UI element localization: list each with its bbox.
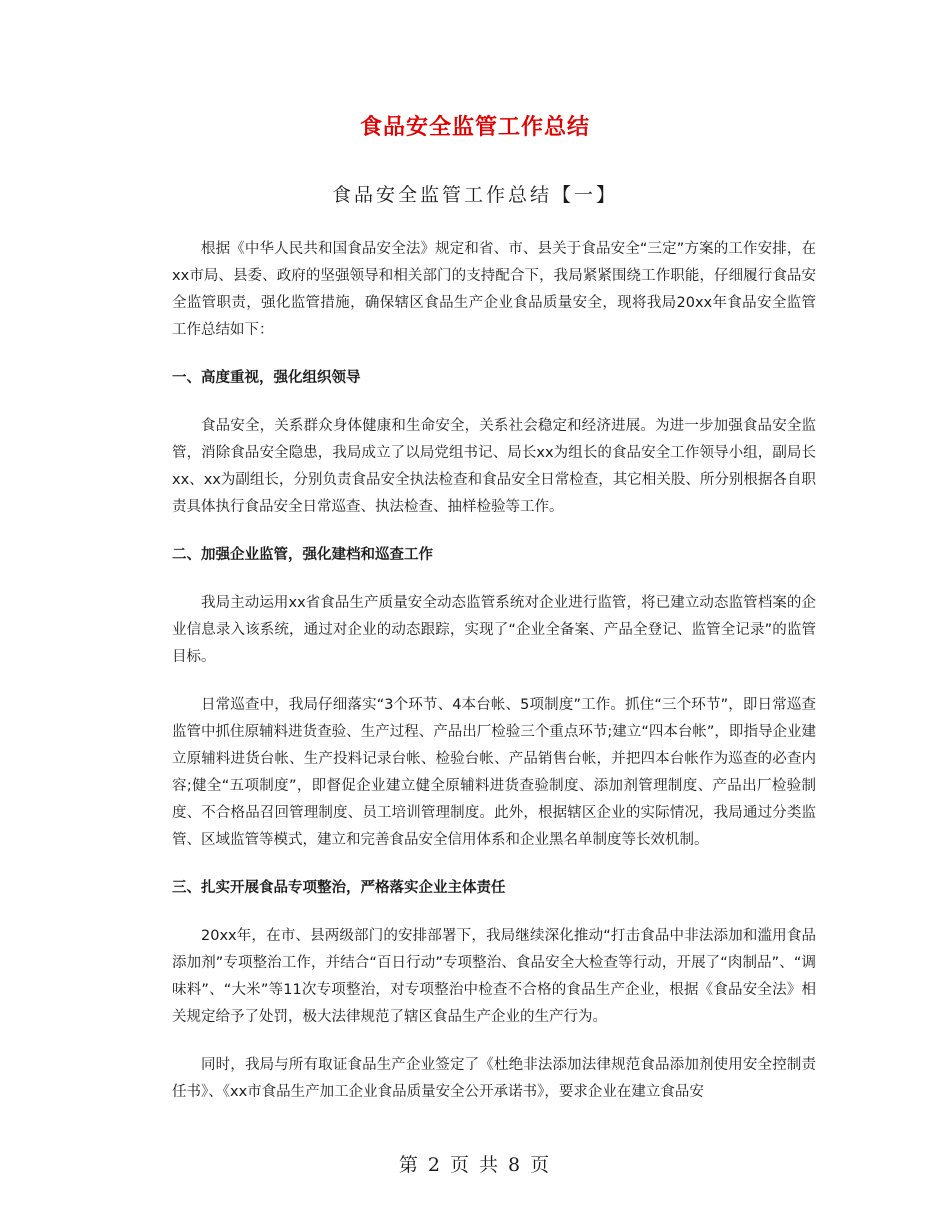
section-heading-2: 二、加强企业监管，强化建档和巡查工作 [172,547,433,563]
section-2-paragraph-1: 我局主动运用xx省食品生产质量安全动态监管系统对企业进行监管，将已建立动态监管档案的企业信息录入该系统，通过对企业的动态跟踪，实现了“企业全备案、产品全登记、监管全记录”的监管目标。 [172,595,816,665]
document-title: 食品安全监管工作总结 [359,115,590,140]
section-3-paragraph-1: 20xx年，在市、县两级部门的安排部署下，我局继续深化推动“打击食品中非法添加和滥用食品添加剂”专项整治工作，并结合“百日行动”专项整治、食品安全大检查等行动，开展了“肉制品”、“调味料”、“大米”等11次专项整治，对专项整治中检查不合格的食品生产企业，根据《食品安全法》相关规定给予了处罚，极大法律规范了辖区食品生产企业的生产行为。 [172,928,816,1025]
section-3-paragraph-2: 同时，我局与所有取证食品生产企业签定了《杜绝非法添加法律规范食品添加剂使用安全控制责任书》、《xx市食品生产加工企业食品质量安全公开承诺书》，要求企业在建立食品安 [172,1057,816,1100]
document-body [172,236,816,1127]
page-number-footer: 第 2 页 共 8 页 [398,1154,552,1176]
section-2-paragraph-2: 日常巡查中，我局仔细落实“3个环节、4本台帐、5项制度”工作。抓住“三个环节”，即日常巡查监管中抓住原辅料进货查验、生产过程、产品出厂检验三个重点环节;建立“四本台帐”，即指导企业建立原辅料进货台帐、生产投料记录台帐、检验台帐、产品销售台帐，并把四本台帐作为巡查的必查内容;健全“五项制度”，即督促企业建立健全原辅料进货查验制度、添加剂管理制度、产品出厂检验制度、不合格品召回管理制度、员工培训管理制度。此外，根据辖区企业的实际情况，我局通过分类监管、区域监管等模式，建立和完善食品安全信用体系和企业黑名单制度等长效机制。 [172,697,816,848]
intro-paragraph: 根据《中华人民共和国食品安全法》规定和省、市、县关于食品安全“三定”方案的工作安排，在xx市局、县委、政府的坚强领导和相关部门的支持配合下，我局紧紧围绕工作职能，仔细履行食品安全监管职责，强化监管措施，确保辖区食品生产企业食品质量安全，现将我局20xx年食品安全监管工作总结如下： [172,241,816,338]
document-subtitle: 食品安全监管工作总结【一】 [331,184,618,206]
section-heading-3: 三、扎实开展食品专项整治，严格落实企业主体责任 [172,880,506,896]
section-heading-1: 一、高度重视，强化组织领导 [172,370,361,386]
section-1-paragraph: 食品安全，关系群众身体健康和生命安全，关系社会稳定和经济进展。为进一步加强食品安全监管，消除食品安全隐患，我局成立了以局党组书记、局长xx为组长的食品安全工作领导小组，副局长xx、xx为副组长，分别负责食品安全执法检查和食品安全日常检查，其它相关股、所分别根据各自职责具体执行食品安全日常巡查、执法检查、抽样检验等工作。 [172,418,816,515]
